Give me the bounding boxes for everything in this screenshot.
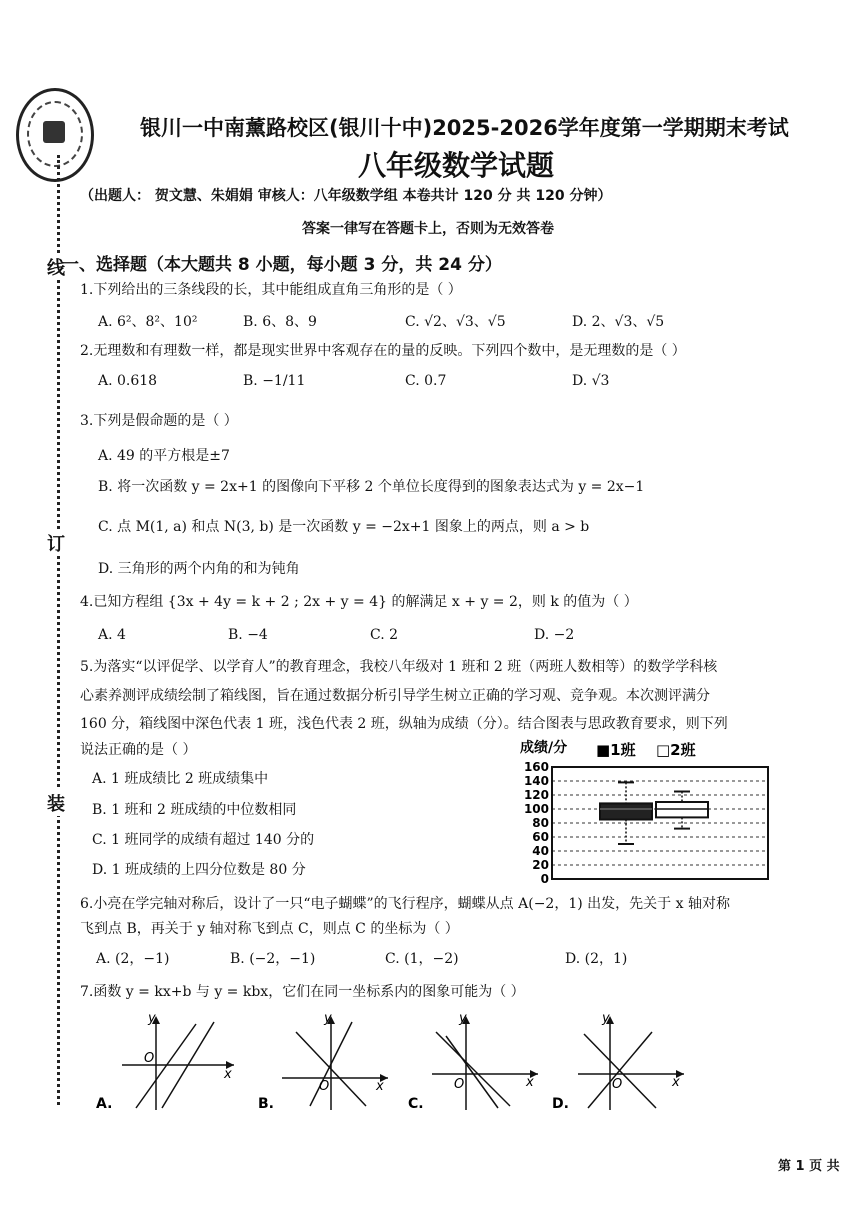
q6-line2: 飞到点 B，再关于 y 轴对称飞到点 C，则点 C 的坐标为（ ） — [80, 921, 459, 937]
chart-legend-1: ■1班 — [596, 741, 636, 759]
binding-dotted-line — [57, 155, 60, 1105]
q2-stem: 2.无理数和有理数一样，都是现实世界中客观存在的量的反映。下列四个数中，是无理数的是（ ） — [80, 343, 686, 359]
section-heading: 一、选择题（本大题共 8 小题，每小题 3 分，共 24 分） — [62, 255, 502, 275]
q2-option-c: C. 0.7 — [405, 373, 447, 389]
q2-option-a: A. 0.618 — [98, 373, 158, 389]
q7a-y-label: y — [148, 1011, 156, 1026]
chart-ytick-label: 60 — [532, 830, 549, 844]
chart-ytick-label: 100 — [523, 802, 549, 816]
chart-legend-2: □2班 — [656, 741, 696, 759]
q3-option-c: C. 点 M(1, a) 和点 N(3, b) 是一次函数 y = −2x+1 图象上的两点，则 a > b — [98, 519, 590, 535]
q4-option-b: B. −4 — [228, 627, 268, 643]
q6-option-a: A. (2，−1) — [96, 951, 170, 967]
q2-option-b: B. −1/11 — [243, 373, 306, 389]
q5-option-a: A. 1 班成绩比 2 班成绩集中 — [92, 771, 269, 787]
chart-ytick-label: 140 — [523, 774, 549, 788]
q7b-y-label: y — [324, 1011, 332, 1026]
q7-graph-b — [256, 1010, 396, 1115]
q3-option-b: B. 将一次函数 y = 2x+1 的图像向下平移 2 个单位长度得到的图象表达式为 y = 2x−1 — [98, 479, 645, 495]
q4-option-c: C. 2 — [370, 627, 399, 643]
q3-option-d: D. 三角形的两个内角的和为钝角 — [98, 561, 300, 577]
q7-label-c: C. — [408, 1096, 424, 1112]
exam-title: 八年级数学试题 — [358, 149, 555, 182]
binding-mark-bind: 装 — [47, 790, 65, 816]
q1-stem: 1.下列给出的三条线段的长，其中能组成直角三角形的是（ ） — [80, 282, 462, 298]
box-1班 — [600, 803, 652, 819]
q7-label-a: A. — [96, 1096, 113, 1112]
school-seal — [16, 88, 94, 182]
chart-ytick-label: 40 — [532, 844, 549, 858]
q5-option-b: B. 1 班和 2 班成绩的中位数相同 — [92, 802, 297, 818]
q7a-x-label: x — [224, 1067, 232, 1082]
chart-ytick-label: 20 — [532, 858, 549, 872]
q7c-x-label: x — [526, 1075, 534, 1090]
q7-graph-d — [548, 1010, 688, 1115]
q4-stem: 4.已知方程组 {3x + 4y = k + 2 ; 2x + y = 4} 的解满足 x + y = 2，则 k 的值为（ ） — [80, 594, 638, 610]
school-title: 银川一中南薰路校区(银川十中)2025-2026学年度第一学期期末考试 — [140, 116, 789, 140]
q1-option-d: D. 2、√3、√5 — [572, 314, 665, 330]
chart-ytick-label: 120 — [523, 788, 549, 802]
q7-stem: 7.函数 y = kx+b 与 y = kbx，它们在同一坐标系内的图象可能为（ ） — [80, 984, 525, 1000]
q5-option-d: D. 1 班成绩的上四分位数是 80 分 — [92, 862, 306, 878]
q6-option-c: C. (1，−2) — [385, 951, 459, 967]
q7d-x-label: x — [672, 1075, 680, 1090]
q7d-y-label: y — [602, 1011, 610, 1026]
q7c-origin: O — [454, 1077, 465, 1092]
q1-option-a: A. 6²、8²、10² — [98, 314, 198, 330]
q7c-y-label: y — [459, 1011, 467, 1026]
q2-option-d: D. √3 — [572, 373, 610, 389]
binding-mark-line: 线 — [47, 254, 65, 280]
q7-label-d: D. — [552, 1096, 569, 1112]
chart-ylabel: 成绩/分 — [520, 740, 568, 756]
q5-line1: 5.为落实“以评促学、以学育人”的教育理念，我校八年级对 1 班和 2 班（两班人数相等）的数学学科核 — [80, 659, 718, 675]
q1-option-b: B. 6、8、9 — [243, 314, 317, 330]
chart-ytick-label: 160 — [523, 760, 549, 774]
q1-option-c: C. √2、√3、√5 — [405, 314, 506, 330]
q4-option-a: A. 4 — [98, 627, 126, 643]
answer-notice: 答案一律写在答题卡上，否则为无效答卷 — [302, 221, 554, 237]
q3-option-a: A. 49 的平方根是±7 — [98, 448, 230, 464]
q6-option-b: B. (−2，−1) — [230, 951, 316, 967]
q7-graph-c — [406, 1010, 546, 1115]
q7-graph-a — [92, 1010, 242, 1115]
q3-stem: 3.下列是假命题的是（ ） — [80, 413, 238, 429]
q6-line1: 6.小亮在学完轴对称后，设计了一只“电子蝴蝶”的飞行程序，蝴蝶从点 A(−2，1) 出发，先关于 x 轴对称 — [80, 896, 730, 912]
q7b-origin: O — [319, 1079, 330, 1094]
chart-ytick-label: 0 — [540, 872, 549, 885]
q5-line2: 心素养测评成绩绘制了箱线图，旨在通过数据分析引导学生树立正确的学习观、竞争观。本次测评满分 — [80, 688, 710, 704]
q6-option-d: D. (2，1) — [565, 951, 628, 967]
q7b-x-label: x — [376, 1079, 384, 1094]
exam-meta: （出题人： 贺文慧、朱娟娟 审核人：八年级数学组 本卷共计 120 分 共 120 分钟） — [80, 188, 612, 204]
q7d-origin: O — [612, 1077, 623, 1092]
binding-mark-staple: 订 — [47, 530, 65, 556]
q5-line4: 说法正确的是（ ） — [80, 742, 197, 758]
q4-option-d: D. −2 — [534, 627, 575, 643]
chart-ytick-label: 80 — [532, 816, 549, 830]
q7-label-b: B. — [258, 1096, 274, 1112]
q5-option-c: C. 1 班同学的成绩有超过 140 分的 — [92, 832, 315, 848]
q5-line3: 160 分，箱线图中深色代表 1 班，浅色代表 2 班，纵轴为成绩（分）。结合图表与思政教育要求，则下列 — [80, 716, 728, 732]
boxplot-chart — [518, 735, 778, 885]
q7a-origin: O — [144, 1051, 155, 1066]
page-footer: 第 1 页 共 — [778, 1159, 840, 1174]
